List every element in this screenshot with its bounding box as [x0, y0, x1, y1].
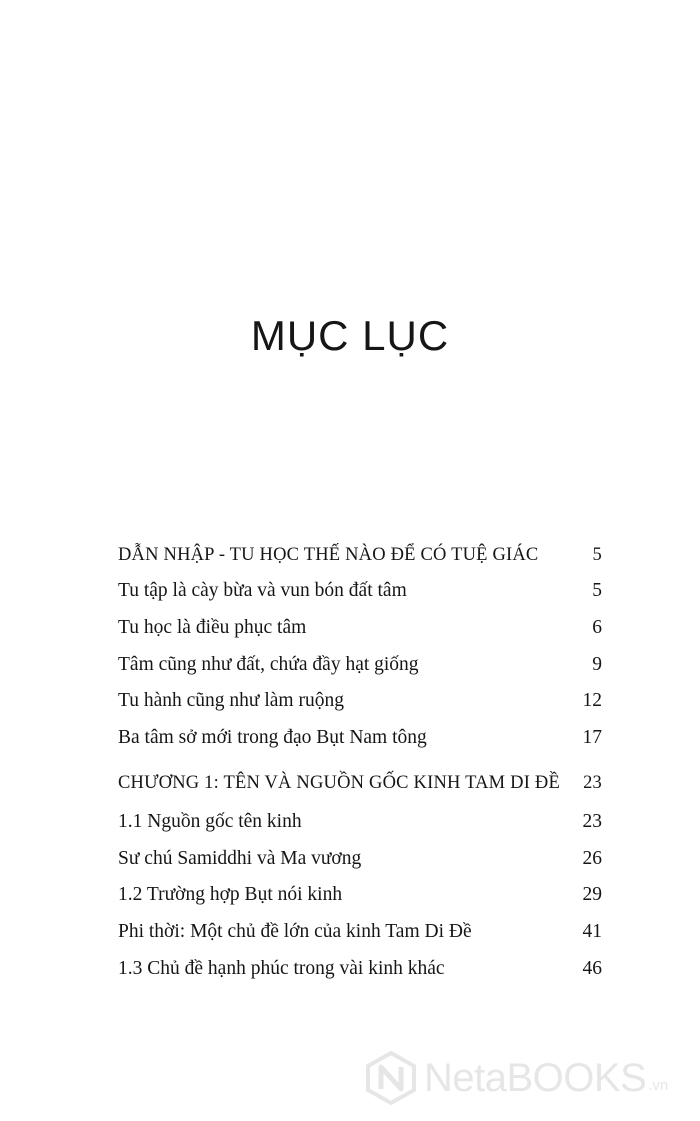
- toc-entry-page: 17: [582, 727, 602, 748]
- toc-entry[interactable]: [118, 954, 602, 984]
- toc-entry-page: 26: [582, 848, 602, 869]
- toc-entry-label: CHƯƠNG 1: TÊN VÀ NGUỒN GỐC KINH TAM DI ĐỀ: [118, 773, 560, 793]
- watermark-brand: NetaBOOKS: [424, 1055, 647, 1100]
- netabooks-logo-icon: [364, 1051, 418, 1105]
- toc-entry-label: Tu hành cũng như làm ruộng: [118, 690, 344, 711]
- toc-entry[interactable]: [118, 880, 602, 910]
- toc-entry-page: 46: [582, 958, 602, 979]
- toc-entry-page: 23: [583, 773, 602, 793]
- toc-entry-page: 41: [582, 921, 602, 942]
- toc-entry[interactable]: [118, 807, 602, 837]
- toc-entry-label: 1.3 Chủ đề hạnh phúc trong vài kinh khác: [118, 958, 445, 979]
- toc-entry-introduction[interactable]: [118, 540, 602, 570]
- toc-entry-label: Tu tập là cày bừa và vun bón đất tâm: [118, 580, 407, 601]
- page-title: MỤC LỤC: [250, 312, 450, 359]
- toc-entry-label: 1.2 Trường hợp Bụt nói kinh: [118, 884, 343, 905]
- toc-entry-label: 1.1 Nguồn gốc tên kinh: [118, 811, 302, 832]
- toc-entry[interactable]: [118, 723, 602, 753]
- watermark: [364, 1048, 696, 1108]
- toc-entry-label: Tâm cũng như đất, chứa đầy hạt giống: [118, 654, 419, 675]
- toc-entry[interactable]: [118, 844, 602, 874]
- toc-entry-label: DẪN NHẬP - TU HỌC THẾ NÀO ĐỂ CÓ TUỆ GIÁC: [118, 545, 539, 565]
- toc-entry[interactable]: [118, 576, 602, 606]
- toc-entry-page: 6: [592, 617, 602, 638]
- toc-entry[interactable]: [118, 917, 602, 947]
- toc-entry[interactable]: [118, 686, 602, 716]
- toc-entry[interactable]: [118, 650, 602, 680]
- toc-entry-label: Phi thời: Một chủ đề lớn của kinh Tam Di Đề: [118, 921, 472, 942]
- toc-entry-label: Ba tâm sở mới trong đạo Bụt Nam tông: [118, 727, 427, 748]
- toc-entry-page: 23: [582, 811, 602, 832]
- toc-entry-chapter-1[interactable]: [118, 768, 602, 798]
- toc-entry-label: Sư chú Samiddhi và Ma vương: [118, 848, 362, 869]
- toc-entry-page: 5: [592, 580, 602, 601]
- toc-entry-label: Tu học là điều phục tâm: [118, 617, 307, 638]
- toc-entry[interactable]: [118, 613, 602, 643]
- watermark-suffix: .vn: [648, 1077, 669, 1094]
- toc-entry-page: 9: [592, 654, 602, 675]
- toc-entry-page: 12: [582, 690, 602, 711]
- toc-entry-page: 5: [592, 545, 602, 565]
- toc-entry-page: 29: [582, 884, 602, 905]
